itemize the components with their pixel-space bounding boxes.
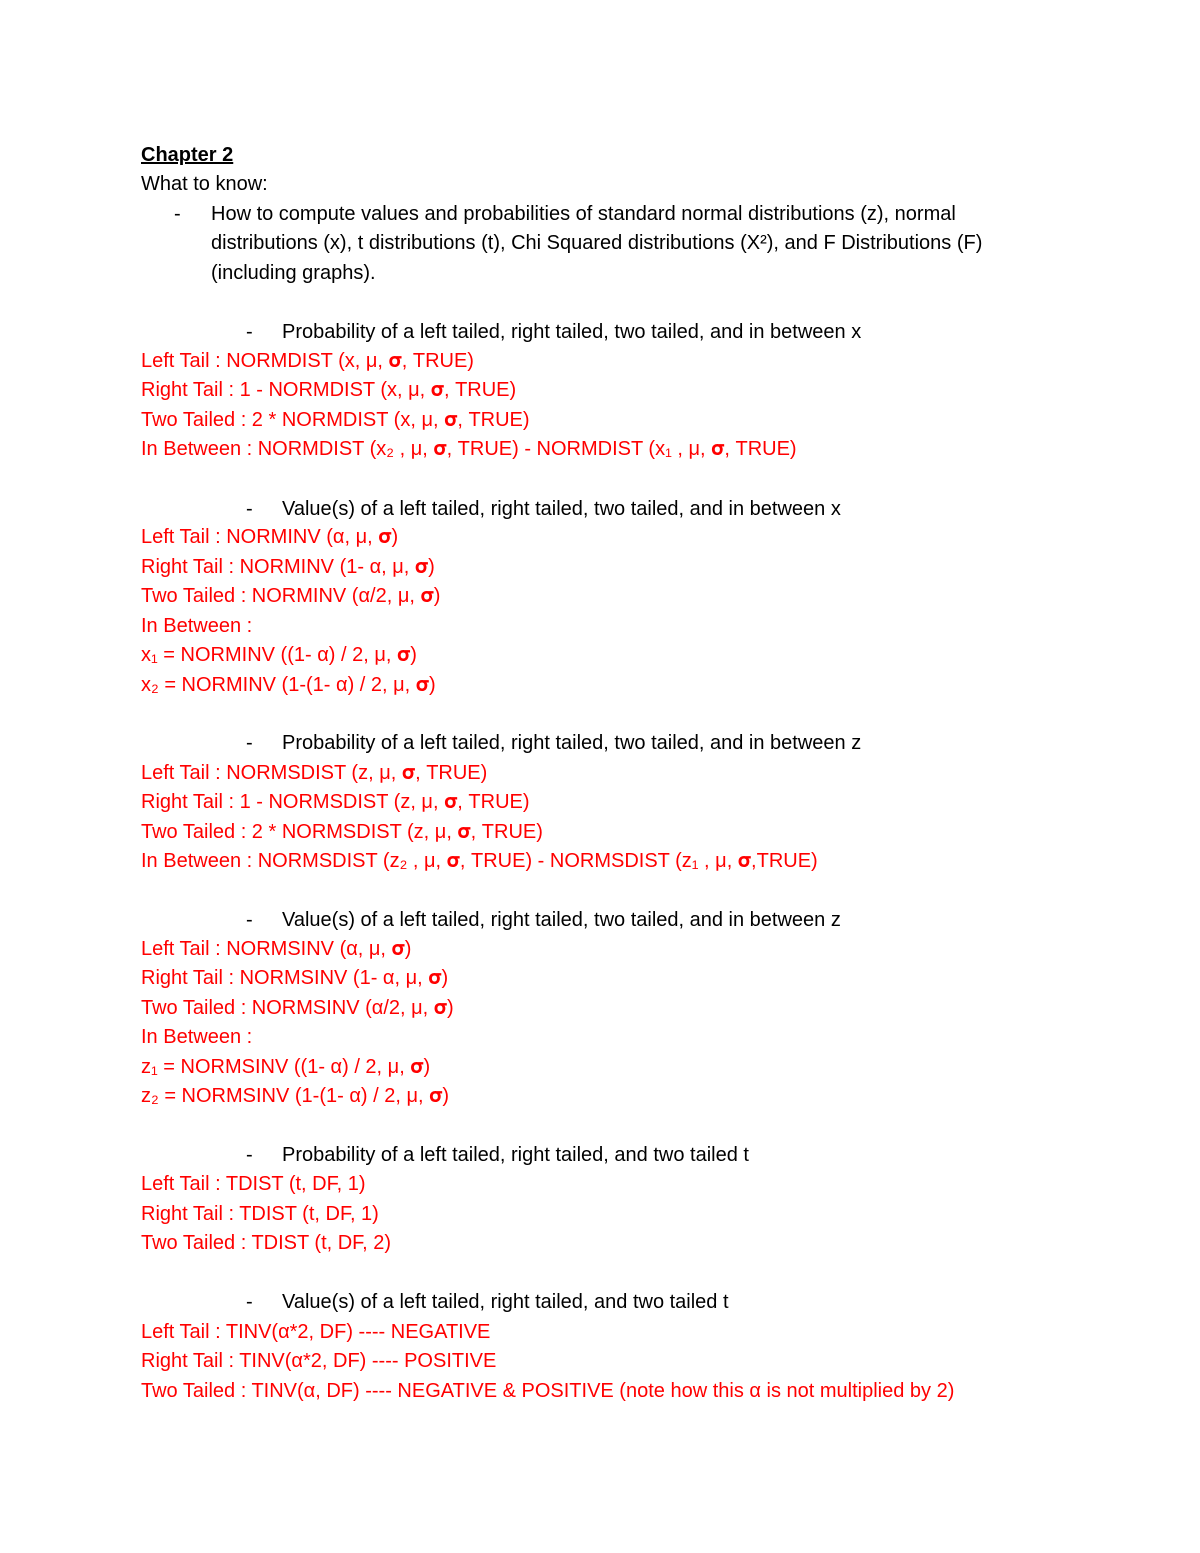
- formula-line: Left Tail : TDIST (t, DF, 1): [141, 1173, 366, 1195]
- formula-line: Right Tail : NORMINV (1- α, μ, 𝛔): [141, 556, 435, 578]
- formula-line: Two Tailed : 2 * NORMSDIST (z, μ, 𝛔, TRUE): [141, 821, 543, 843]
- formula-line: x₁ = NORMINV ((1- α) / 2, μ, 𝛔): [141, 644, 417, 666]
- section-dash: -: [246, 1291, 253, 1313]
- formula-line: Two Tailed : NORMINV (α/2, μ, 𝛔): [141, 585, 441, 607]
- section-heading: Probability of a left tailed, right tailed, two tailed, and in between x: [282, 321, 862, 343]
- formula-line: Right Tail : NORMSINV (1- α, μ, 𝛔): [141, 967, 449, 989]
- main-bullet-line: distributions (x), t distributions (t), Chi Squared distributions (X²), and F Distributions (F): [211, 232, 983, 254]
- formula-line: In Between : NORMDIST (x₂ , μ, 𝛔, TRUE) - NORMDIST (x₁ , μ, 𝛔, TRUE): [141, 438, 797, 460]
- section-heading: Probability of a left tailed, right tailed, two tailed, and in between z: [282, 732, 862, 754]
- formula-line: In Between :: [141, 615, 253, 637]
- section-dash: -: [246, 909, 253, 931]
- formula-line: Left Tail : NORMSINV (α, μ, 𝛔): [141, 938, 412, 960]
- section-heading: Value(s) of a left tailed, right tailed, two tailed, and in between x: [282, 498, 841, 520]
- section-dash: -: [246, 1144, 253, 1166]
- formula-line: In Between :: [141, 1026, 253, 1048]
- section-heading: Probability of a left tailed, right tailed, and two tailed t: [282, 1144, 749, 1166]
- main-bullet-dash: -: [174, 203, 181, 225]
- main-bullet-line: How to compute values and probabilities of standard normal distributions (z), normal: [211, 203, 956, 225]
- section-heading: Value(s) of a left tailed, right tailed, two tailed, and in between z: [282, 909, 841, 931]
- formula-line: Right Tail : 1 - NORMSDIST (z, μ, 𝛔, TRUE): [141, 791, 530, 813]
- formula-line: In Between : NORMSDIST (z₂ , μ, 𝛔, TRUE) - NORMSDIST (z₁ , μ, 𝛔,TRUE): [141, 850, 818, 872]
- section-dash: -: [246, 732, 253, 754]
- section-dash: -: [246, 321, 253, 343]
- section-heading: Value(s) of a left tailed, right tailed, and two tailed t: [282, 1291, 729, 1313]
- formula-line: Left Tail : NORMDIST (x, μ, 𝛔, TRUE): [141, 350, 474, 372]
- formula-line: x₂ = NORMINV (1-(1- α) / 2, μ, 𝛔): [141, 674, 436, 696]
- formula-line: z₂ = NORMSINV (1-(1- α) / 2, μ, 𝛔): [141, 1085, 450, 1107]
- intro-text: What to know:: [141, 173, 268, 195]
- formula-line: Two Tailed : TINV(α, DF) ---- NEGATIVE & POSITIVE (note how this α is not multiplied by 2): [141, 1380, 955, 1402]
- section-dash: -: [246, 498, 253, 520]
- formula-line: Left Tail : NORMSDIST (z, μ, 𝛔, TRUE): [141, 762, 488, 784]
- formula-line: Left Tail : NORMINV (α, μ, 𝛔): [141, 526, 399, 548]
- formula-line: Left Tail : TINV(α*2, DF) ---- NEGATIVE: [141, 1321, 491, 1343]
- formula-line: Right Tail : TINV(α*2, DF) ---- POSITIVE: [141, 1350, 497, 1372]
- formula-line: Two Tailed : TDIST (t, DF, 2): [141, 1232, 392, 1254]
- formula-line: Two Tailed : 2 * NORMDIST (x, μ, 𝛔, TRUE): [141, 409, 530, 431]
- formula-line: Right Tail : 1 - NORMDIST (x, μ, 𝛔, TRUE): [141, 379, 517, 401]
- formula-line: z₁ = NORMSINV ((1- α) / 2, μ, 𝛔): [141, 1056, 431, 1078]
- formula-line: Right Tail : TDIST (t, DF, 1): [141, 1203, 379, 1225]
- formula-line: Two Tailed : NORMSINV (α/2, μ, 𝛔): [141, 997, 454, 1019]
- main-bullet-line: (including graphs).: [211, 262, 376, 284]
- page-title: Chapter 2: [141, 144, 234, 166]
